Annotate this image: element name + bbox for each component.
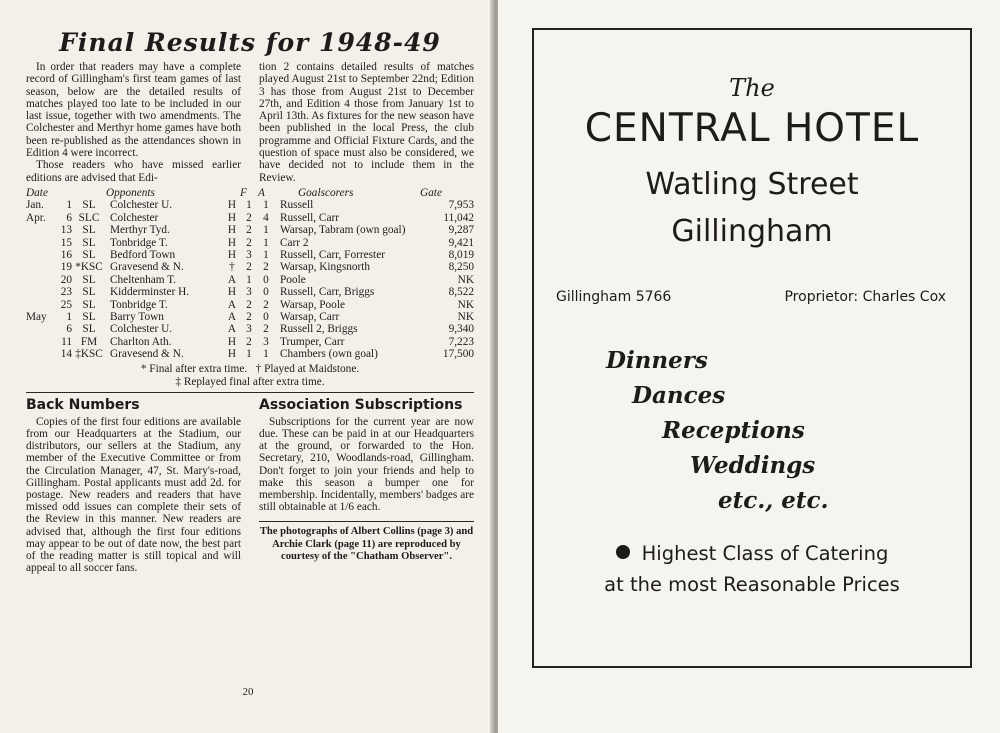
month-cell [26,274,54,286]
divider [26,392,474,393]
goals-for-cell: 2 [246,335,252,348]
month-cell [26,224,54,236]
goals-for-cell: 2 [246,298,252,311]
goals-against-cell: 1 [263,348,269,361]
table-row [26,323,474,335]
gate-cell: NK [457,273,474,286]
header-goalscorers: Goalscorers [298,186,354,199]
gate-cell: 8,019 [448,249,474,261]
table-row [26,212,474,224]
goals-against-cell: 1 [263,199,269,212]
service-item: etc., etc. [718,487,829,514]
venue-cell: H [227,348,237,361]
opponent-cell: Colchester U. [110,199,173,212]
month-cell [26,336,54,348]
table-notes [26,363,474,389]
table-row [26,224,474,236]
intro-paragraph: tion 2 contains detailed results of matches played August 21st to September 22nd; Edition 3 has those from August 21st to December 27th, and Edition 4 those from January 1st to April 13th. As fixtures for the new season have been published in the local Press, the club programme and Official Fixture Cards, and the question of space must also be considered, we have decided not to include them in the Review. [259,61,474,184]
day-cell: 1 [66,311,72,324]
goalscorers-cell: Russell, Carr, Forrester [280,249,385,261]
proprietor: Proprietor: Charles Cox [784,289,946,305]
goals-for-cell: 3 [246,323,252,336]
competition-cell: SL [82,298,96,311]
header-date: Date [26,186,48,199]
month-cell [26,286,54,298]
table-row [26,274,474,286]
subscriptions-text: Subscriptions for the current year are now due. These can be paid in at our Headquarters at the ground, or forwarded to the Hon. Secretary, 210, Woodlands-road, Gillingham. Don't forget to join your friends and help to make this season a bumper one for membership. Incidentally, members' badges are still obtainable at 1/6 each. [259,415,474,514]
goals-against-cell: 4 [263,211,269,224]
gate-cell: 7,223 [448,335,474,348]
goalscorers-cell: Russell, Carr, Briggs [280,286,375,299]
phone-number: Gillingham 5766 [556,289,672,305]
table-row [26,299,474,311]
goals-against-cell: 1 [263,236,269,249]
goals-against-cell: 1 [263,249,269,261]
month-cell [26,299,54,311]
goals-against-cell: 3 [263,335,269,348]
hotel-town: Gillingham [671,214,833,249]
month-cell [26,348,54,360]
venue-cell: H [227,199,237,212]
opponent-cell: Tonbridge T. [110,236,168,249]
gate-cell: 9,421 [448,236,474,249]
table-row [26,237,474,249]
competition-cell: SL [82,286,96,299]
lower-section [26,396,474,575]
venue-cell: A [227,323,237,336]
service-item: Dinners [606,347,708,374]
results-body [26,199,474,360]
header-gate: Gate [420,186,442,199]
results-table [26,187,474,361]
opponent-cell: Colchester [110,211,159,224]
competition-cell: SL [82,249,96,261]
goals-against-cell: 1 [263,224,269,237]
intro-paragraph: Those readers who have missed earlier editions are advised that Edi- [26,159,241,184]
table-row [26,261,474,273]
day-cell: 13 [60,224,72,237]
goalscorers-cell: Poole [280,273,306,286]
competition-cell: SL [82,311,96,324]
competition-cell: *KSC [75,261,103,274]
venue-cell: A [227,298,237,311]
venue-cell: H [227,224,237,237]
goals-for-cell: 3 [246,249,252,261]
tagline-line1: Highest Class of Catering [641,542,889,565]
venue-cell: H [227,335,237,348]
back-numbers-text: Copies of the first four editions are available from our Headquarters at the Stadium, our distributors, our sellers at the Stadium, any member of the Executive Committee or from the Circulation Manager, 47, St. Mary's-road, Gillingham. Postal applicants must add 2d. for postage. New readers and readers that have missed odd issues can complete their sets of the Review in this manner. New readers are advised that, although the first four editions may appear to be out of date now, the best part of the reading matter is still topical and will appeal to all soccer fans. [26,415,241,575]
table-row [26,249,474,261]
opponent-cell: Gravesend & N. [110,348,184,361]
services-list [534,343,970,518]
service-item: Weddings [690,452,816,479]
table-header [26,187,474,199]
day-cell: 1 [66,199,72,212]
goals-against-cell: 0 [263,311,269,324]
day-cell: 6 [66,211,72,224]
gate-cell: 8,522 [448,286,474,299]
competition-cell: SL [82,236,96,249]
competition-cell: SL [82,224,96,237]
goals-against-cell: 2 [263,261,269,274]
gate-cell: 7,953 [448,199,474,212]
goalscorers-cell: Chambers (own goal) [280,348,378,361]
goals-for-cell: 2 [246,236,252,249]
goals-for-cell: 3 [246,286,252,299]
competition-cell: ‡KSC [75,348,103,361]
service-item: Receptions [662,417,805,444]
right-page [498,0,1000,733]
venue-cell: H [227,286,237,299]
goals-against-cell: 0 [263,273,269,286]
table-row [26,199,474,211]
goals-for-cell: 2 [246,224,252,237]
gate-cell: 9,287 [448,224,474,237]
gate-cell: NK [457,311,474,324]
competition-cell: SL [82,199,96,212]
day-cell: 19 [60,261,72,274]
opponent-cell: Gravesend & N. [110,261,184,274]
footnote-replayed: ‡ Replayed final after extra time. [175,375,325,388]
day-cell: 16 [60,249,72,261]
table-row [26,348,474,360]
gate-cell: 11,042 [443,211,474,224]
venue-cell: † [229,261,235,274]
goals-against-cell: 0 [263,286,269,299]
venue-cell: A [227,273,237,286]
goalscorers-cell: Warsap, Kingsnorth [280,261,371,274]
goalscorers-cell: Russell, Carr [280,211,339,224]
opponent-cell: Kidderminster H. [110,286,190,299]
opponent-cell: Colchester U. [110,323,173,336]
goals-for-cell: 2 [246,261,252,274]
month-cell: Apr. [26,211,46,224]
intro-paragraph: In order that readers may have a complete record of Gillingham's first team games of last season, below are the detailed results of matches played too late to be included in our last issue, together with two amendments. The Colchester and Merthyr home games have both been re-published as the attendances shown in Edition 4 were incorrect. [26,61,241,160]
goals-for-cell: 2 [246,311,252,324]
photo-credit: The photographs of Albert Collins (page 3) and Archie Clark (page 11) are reproduced by courtesy of the "Chatham Observer". [259,521,474,563]
month-cell [26,237,54,249]
month-cell [26,261,54,273]
day-cell: 23 [60,286,72,299]
goals-against-cell: 2 [263,298,269,311]
day-cell: 25 [60,298,72,311]
competition-cell: FM [80,335,98,348]
back-numbers-article [26,396,241,575]
venue-cell: H [227,236,237,249]
goalscorers-cell: Warsap, Poole [280,298,345,311]
goals-for-cell: 1 [246,199,252,212]
competition-cell: SLC [78,211,100,224]
hotel-street: Watling Street [645,167,859,202]
header-f: F [240,186,247,199]
month-cell [26,249,54,261]
back-numbers-heading: Back Numbers [26,396,140,413]
service-item: Dances [632,382,726,409]
goalscorers-cell: Trumper, Carr [280,335,345,348]
goals-for-cell: 2 [246,211,252,224]
gate-cell: NK [457,298,474,311]
venue-cell: A [227,311,237,324]
opponent-cell: Tonbridge T. [110,298,168,311]
subscriptions-heading: Association Subscriptions [259,396,463,413]
venue-cell: H [227,249,237,261]
month-cell: Jan. [26,199,44,212]
opponent-cell: Bedford Town [110,249,176,261]
venue-cell: H [227,211,237,224]
competition-cell: SL [82,273,96,286]
opponent-cell: Merthyr Tyd. [110,224,170,237]
advert-the: The [729,74,775,102]
goalscorers-cell: Carr 2 [280,236,309,249]
contact-line [556,289,946,305]
gate-cell: 17,500 [442,348,474,361]
goalscorers-cell: Russell 2, Briggs [280,323,358,336]
month-cell [26,323,54,335]
gate-cell: 8,250 [448,261,474,274]
day-cell: 15 [60,236,72,249]
day-cell: 20 [60,273,72,286]
left-page [0,0,496,733]
month-cell: May [26,311,47,324]
table-row [26,311,474,323]
opponent-cell: Charlton Ath. [110,335,172,348]
page-title: Final Results for 1948-49 [59,28,441,57]
footnote-extra-time: * Final after extra time. † Played at Maidstone. [140,362,360,375]
table-row [26,286,474,298]
gate-cell: 9,340 [448,323,474,336]
goalscorers-cell: Warsap, Carr [280,311,340,324]
page-number: 20 [242,686,254,698]
goals-for-cell: 1 [246,348,252,361]
catering-tagline [534,538,970,600]
hotel-advert [532,28,972,668]
tagline-line2: at the most Reasonable Prices [604,573,900,596]
header-a: A [258,186,265,199]
subscriptions-article [259,396,474,575]
bullet-icon [616,545,630,559]
day-cell: 14 [60,348,72,361]
goalscorers-cell: Russell [280,199,314,212]
competition-cell: SL [82,323,96,336]
goalscorers-cell: Warsap, Tabram (own goal) [280,224,406,237]
table-row [26,336,474,348]
day-cell: 6 [66,323,72,336]
opponent-cell: Barry Town [110,311,164,324]
header-opponents: Opponents [106,186,155,199]
goals-for-cell: 1 [246,273,252,286]
goals-against-cell: 2 [263,323,269,336]
hotel-name: CENTRAL HOTEL [584,106,920,151]
day-cell: 11 [61,335,72,348]
intro-text [26,61,474,184]
opponent-cell: Cheltenham T. [110,273,177,286]
